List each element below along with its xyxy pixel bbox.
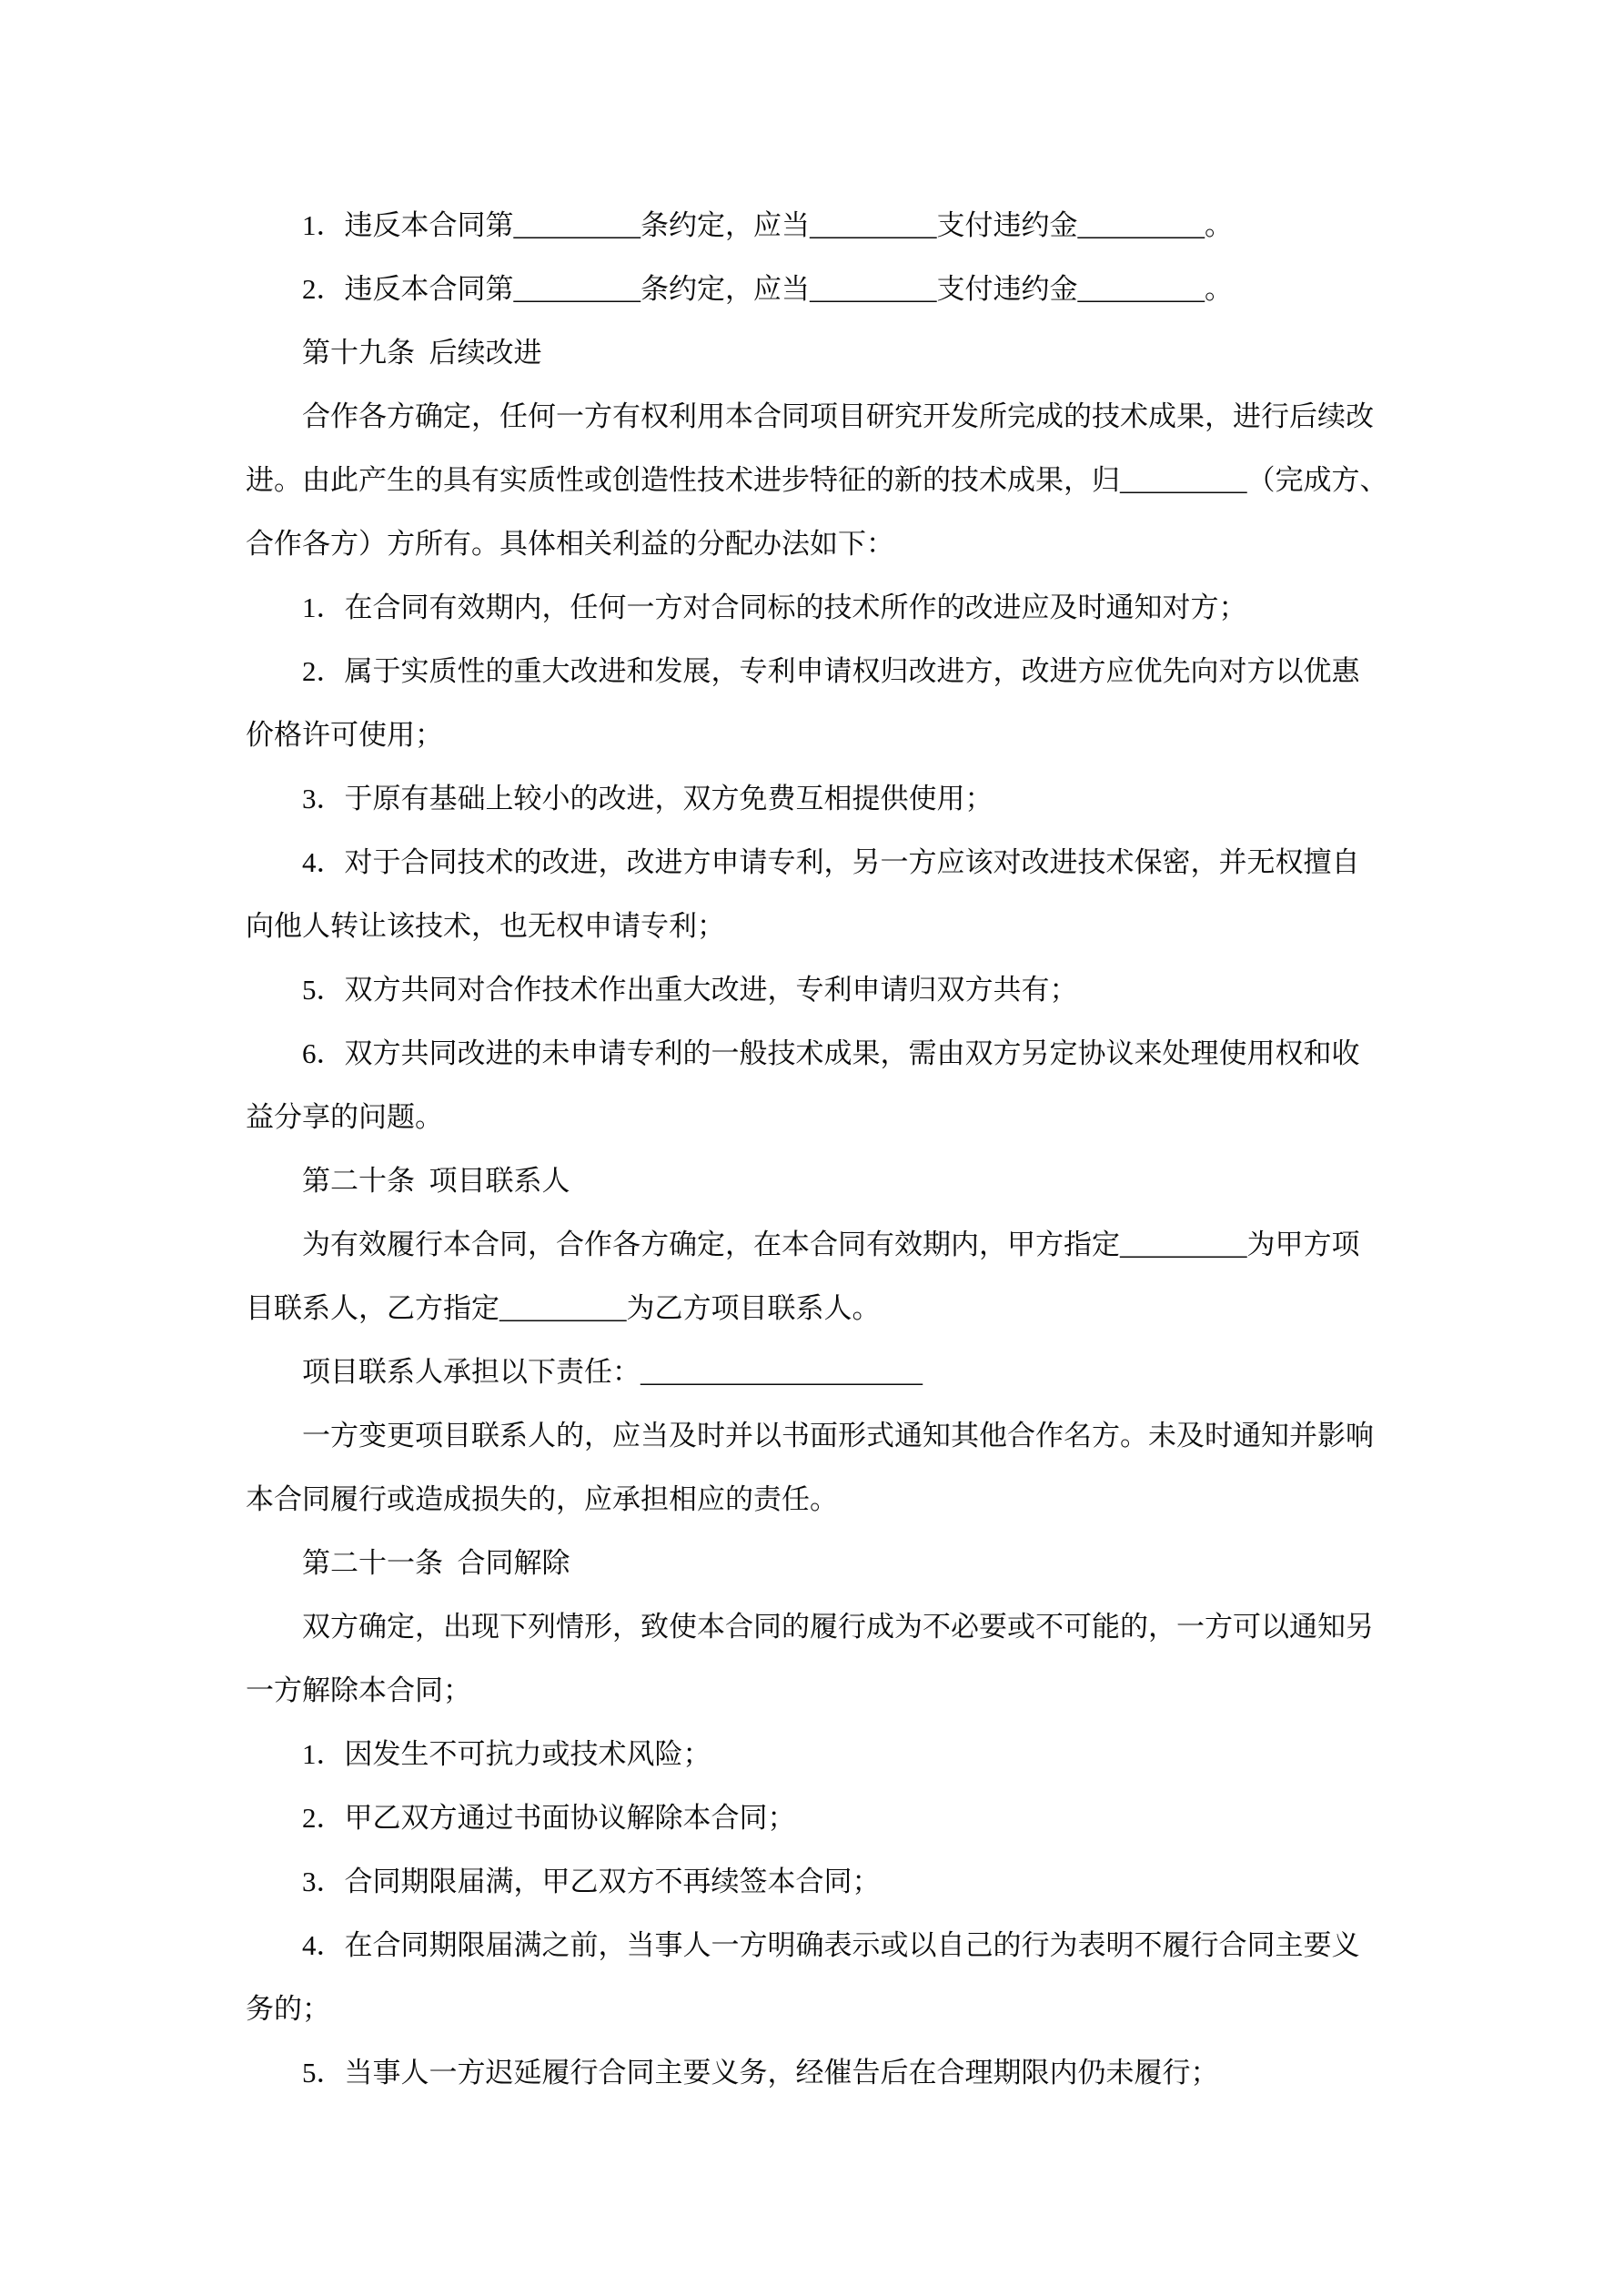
document-line: 一方变更项目联系人的，应当及时并以书面形式通知其他合作名方。未及时通知并影响	[302, 1420, 1374, 1451]
document-line: 5．当事人一方迟延履行合同主要义务，经催告后在合理期限内仍未履行；	[302, 2057, 1219, 2089]
document-line: 第二十一条 合同解除	[302, 1547, 570, 1579]
document-line: 6．双方共同改进的未申请专利的一般技术成果，需由双方另定协议来处理使用权和收	[302, 1037, 1360, 1069]
document-line: 一方解除本合同；	[246, 1674, 471, 1706]
document-line: 4．对于合同技术的改进，改进方申请专利，另一方应该对改进技术保密，并无权擅自	[302, 846, 1360, 878]
document-line: 务的；	[246, 1993, 330, 2025]
document-line: 1．因发生不可抗力或技术风险；	[302, 1738, 711, 1770]
document-line: 2．违反本合同第_________条约定，应当_________支付违约金_________。	[302, 273, 1233, 305]
document-line: 3．于原有基础上较小的改进，双方免费互相提供使用；	[302, 783, 994, 814]
document-line: 2．甲乙双方通过书面协议解除本合同；	[302, 1802, 796, 1834]
document-line: 合作各方确定，任何一方有权利用本合同项目研究开发所完成的技术成果，进行后续改	[302, 400, 1374, 432]
document-line: 向他人转让该技术，也无权申请专利；	[246, 910, 725, 942]
document-line: 为有效履行本合同，合作各方确定，在本合同有效期内，甲方指定_________为甲方项	[302, 1229, 1360, 1260]
document-line: 1．在合同有效期内，任何一方对合同标的技术所作的改进应及时通知对方；	[302, 592, 1247, 623]
document-line: 价格许可使用；	[246, 719, 443, 751]
document-line: 合作各方）方所有。具体相关利益的分配办法如下：	[246, 528, 894, 560]
document-line: 3．合同期限届满，甲乙双方不再续签本合同；	[302, 1866, 881, 1897]
document-line: 进。由此产生的具有实质性或创造性技术进步特征的新的技术成果，归_________（完成方、	[246, 464, 1388, 496]
contract-body	[246, 194, 1388, 2105]
document-line: 1．违反本合同第_________条约定，应当_________支付违约金_________。	[302, 209, 1233, 241]
document-line: 4．在合同期限届满之前，当事人一方明确表示或以自己的行为表明不履行合同主要义	[302, 1929, 1360, 1961]
document-line: 目联系人，乙方指定_________为乙方项目联系人。	[246, 1292, 881, 1324]
document-line: 第十九条 后续改进	[302, 337, 542, 369]
document-line: 5．双方共同对合作技术作出重大改进，专利申请归双方共有；	[302, 974, 1078, 1006]
document-line: 本合同履行或造成损失的，应承担相应的责任。	[246, 1483, 838, 1515]
document-line: 双方确定，出现下列情形，致使本合同的履行成为不必要或不可能的，一方可以通知另	[302, 1611, 1374, 1643]
document-line: 2．属于实质性的重大改进和发展，专利申请权归改进方，改进方应优先向对方以优惠	[302, 655, 1360, 687]
document-line: 项目联系人承担以下责任：____________________	[302, 1356, 923, 1388]
document-line: 益分享的问题。	[246, 1101, 443, 1133]
document-line: 第二十条 项目联系人	[302, 1165, 570, 1197]
